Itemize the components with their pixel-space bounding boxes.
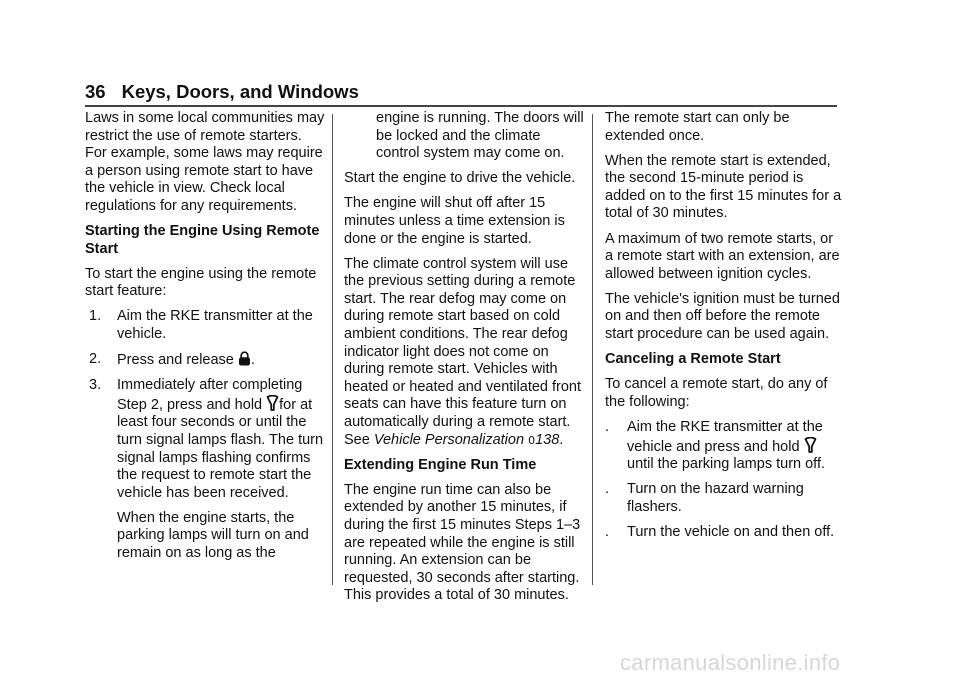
bullet-2: . Turn on the hazard warning flashers. (605, 481, 804, 515)
column-1 (85, 110, 325, 570)
intro-paragraph: Laws in some local communities may restrict the use of remote starters. For example, some laws may require a person using remote start to have the vehicle in view. Check local regulations for any requirements. (85, 110, 325, 214)
continued-paragraph: engine is running. The doors will be locked and the climate control system may come on. (376, 110, 584, 162)
bullet-3: . Turn the vehicle on and then off. (605, 523, 835, 540)
remote-start-icon (266, 395, 279, 411)
page-header (85, 81, 359, 103)
heading-extending-run-time: Extending Engine Run Time (344, 456, 537, 473)
step-3: 3. Immediately after completing Step 2, press and hold for at least four seconds or until the turn signal lamps flash. The turn signal lamps flashing confirms the request to remote start the vehicle has been received. (89, 377, 324, 501)
step-3-continued: When the engine starts, the parking lamps will turn on and remain on as long as the (117, 509, 309, 562)
step-1: 1. Aim the RKE transmitter at the vehicle. (89, 308, 313, 343)
watermark: carmanualsonline.info (620, 650, 841, 675)
column-divider-2 (592, 114, 593, 585)
paragraph-second-period: When the remote start is extended, the second 15-minute period is added on to the first 15 minutes for a total of 30 minutes. (605, 152, 842, 222)
page-number: 36 (85, 81, 106, 102)
lead-cancel: To cancel a remote start, do any of the following: (605, 376, 828, 410)
bullet-1: . Aim the RKE transmitter at the vehicle and press and hold until the parking lamps turn off. (605, 418, 826, 473)
paragraph-ignition: The vehicle's ignition must be turned on and then off before the remote start procedure can be used again. (605, 290, 840, 343)
remote-start-icon (804, 437, 817, 453)
column-divider-1 (332, 114, 333, 585)
paragraph-climate: The climate control system will use the previous setting during a remote start. The rear defog may come on during remote start based on cold ambient conditions. The rear defog indicator light does not come on during remote start. Vehicles with heated or heated and ventilated front seats can have this feature turn on automatically during a remote start. See Vehicle Personalization 0138. (344, 255, 582, 448)
lead-paragraph: To start the engine using the remote start feature: (85, 265, 317, 300)
lock-icon (238, 351, 251, 366)
section-title: Keys, Doors, and Windows (121, 81, 359, 102)
paragraph-maximum: A maximum of two remote starts, or a remote start with an extension, are allowed between ignition cycles. (605, 230, 840, 282)
page-ref[interactable]: 138 (535, 431, 560, 448)
step-2: 2. Press and release . (89, 351, 255, 369)
paragraph-extended-once: The remote start can only be extended once. (605, 110, 790, 144)
page-ref-arrow: 0 (528, 433, 536, 447)
vehicle-personalization-link[interactable]: Vehicle Personalization (373, 431, 525, 448)
heading-starting-engine: Starting the Engine Using Remote Start (85, 223, 320, 257)
paragraph-drive: Start the engine to drive the vehicle. (344, 170, 576, 187)
paragraph-extension: The engine run time can also be extended by another 15 minutes, if during the first 15 minutes Steps 1–3 are repeated while the engine is still running. An extension can be requested, 30 seconds after starting. This provides a total of 30 minutes. (344, 481, 581, 604)
header-rule (85, 105, 837, 107)
paragraph-shutoff: The engine will shut off after 15 minutes unless a time extension is done or the engine is started. (344, 195, 565, 247)
column-3 (605, 110, 845, 549)
column-2 (344, 110, 584, 612)
heading-canceling: Canceling a Remote Start (605, 351, 781, 368)
